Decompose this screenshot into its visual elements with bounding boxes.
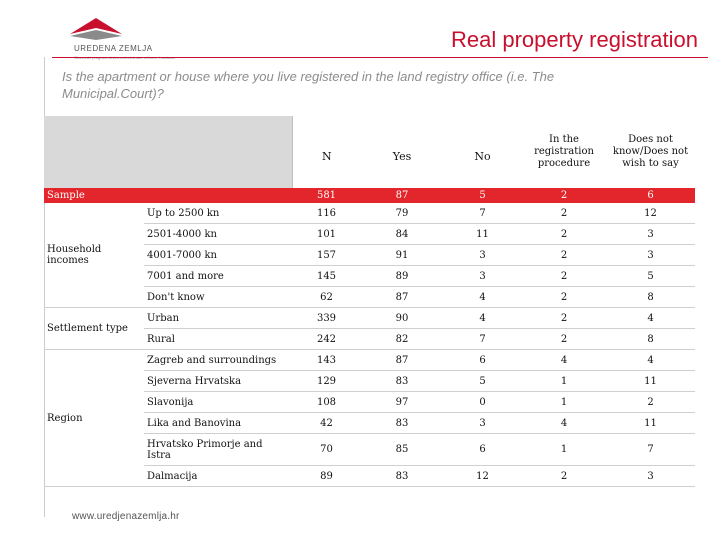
value-n: 143 xyxy=(292,350,361,371)
sample-in-procedure: 2 xyxy=(522,188,606,203)
value-no: 5 xyxy=(443,371,522,392)
value-n: 339 xyxy=(292,308,361,329)
category-label: Lika and Banovina xyxy=(144,413,292,434)
footer-url: www.uredjenazemlja.hr xyxy=(72,511,180,522)
value-no: 7 xyxy=(443,203,522,224)
value-in-procedure: 2 xyxy=(522,245,606,266)
category-label: 4001-7000 kn xyxy=(144,245,292,266)
table-row xyxy=(44,350,695,371)
value-yes: 85 xyxy=(361,434,443,466)
value-dont-know: 8 xyxy=(606,287,695,308)
value-no: 3 xyxy=(443,245,522,266)
value-n: 89 xyxy=(292,466,361,487)
group-label: Settlement type xyxy=(44,308,144,350)
page-title: Real property registration xyxy=(450,27,698,52)
category-label: 2501-4000 kn xyxy=(144,224,292,245)
category-label: Zagreb and surroundings xyxy=(144,350,292,371)
value-no: 3 xyxy=(443,266,522,287)
value-dont-know: 4 xyxy=(606,308,695,329)
value-dont-know: 3 xyxy=(606,245,695,266)
brand-logo xyxy=(66,14,226,66)
category-label: Don't know xyxy=(144,287,292,308)
value-dont-know: 3 xyxy=(606,466,695,487)
brand-name: UREDENA ZEMLJA xyxy=(74,44,153,53)
value-no: 6 xyxy=(443,350,522,371)
column-header-in-procedure: In the registration procedure xyxy=(522,116,606,188)
sample-dont-know: 6 xyxy=(606,188,695,203)
value-no: 7 xyxy=(443,329,522,350)
value-n: 42 xyxy=(292,413,361,434)
value-n: 129 xyxy=(292,371,361,392)
sample-yes: 87 xyxy=(361,188,443,203)
value-no: 6 xyxy=(443,434,522,466)
value-n: 62 xyxy=(292,287,361,308)
value-no: 4 xyxy=(443,287,522,308)
value-dont-know: 11 xyxy=(606,413,695,434)
value-n: 116 xyxy=(292,203,361,224)
group-label: Region xyxy=(44,350,144,487)
value-dont-know: 7 xyxy=(606,434,695,466)
value-in-procedure: 2 xyxy=(522,329,606,350)
category-label: 7001 and more xyxy=(144,266,292,287)
value-dont-know: 2 xyxy=(606,392,695,413)
category-label: Hrvatsko Primorje and Istra xyxy=(144,434,292,466)
survey-question: Is the apartment or house where you live registered in the land registry office (i.e. The Municipal.Court)? xyxy=(62,69,555,101)
value-yes: 90 xyxy=(361,308,443,329)
value-dont-know: 5 xyxy=(606,266,695,287)
value-in-procedure: 2 xyxy=(522,466,606,487)
value-no: 11 xyxy=(443,224,522,245)
value-in-procedure: 2 xyxy=(522,287,606,308)
value-in-procedure: 2 xyxy=(522,308,606,329)
value-yes: 84 xyxy=(361,224,443,245)
category-label: Slavonija xyxy=(144,392,292,413)
table-row xyxy=(44,308,695,329)
value-dont-know: 11 xyxy=(606,371,695,392)
value-yes: 83 xyxy=(361,371,443,392)
value-dont-know: 3 xyxy=(606,224,695,245)
value-in-procedure: 1 xyxy=(522,392,606,413)
category-label: Rural xyxy=(144,329,292,350)
group-label: Household incomes xyxy=(44,203,144,308)
value-in-procedure: 2 xyxy=(522,266,606,287)
value-yes: 87 xyxy=(361,350,443,371)
value-n: 70 xyxy=(292,434,361,466)
table-row xyxy=(44,203,695,224)
results-table xyxy=(44,116,695,487)
sample-no: 5 xyxy=(443,188,522,203)
logo-mark-icon xyxy=(66,14,126,44)
value-n: 108 xyxy=(292,392,361,413)
value-dont-know: 8 xyxy=(606,329,695,350)
value-no: 3 xyxy=(443,413,522,434)
value-yes: 82 xyxy=(361,329,443,350)
value-yes: 89 xyxy=(361,266,443,287)
value-in-procedure: 1 xyxy=(522,434,606,466)
value-n: 242 xyxy=(292,329,361,350)
sample-label: Sample xyxy=(44,188,292,203)
column-header-no: No xyxy=(443,116,522,188)
value-in-procedure: 1 xyxy=(522,371,606,392)
header-blank-cell xyxy=(44,116,292,188)
value-in-procedure: 2 xyxy=(522,203,606,224)
table-header-row xyxy=(44,116,695,188)
column-header-yes: Yes xyxy=(361,116,443,188)
title-divider xyxy=(52,57,708,58)
column-header-dont-know: Does not know/Does not wish to say xyxy=(606,116,695,188)
value-yes: 79 xyxy=(361,203,443,224)
category-label: Up to 2500 kn xyxy=(144,203,292,224)
value-dont-know: 12 xyxy=(606,203,695,224)
value-in-procedure: 4 xyxy=(522,413,606,434)
category-label: Dalmacija xyxy=(144,466,292,487)
value-no: 4 xyxy=(443,308,522,329)
value-no: 0 xyxy=(443,392,522,413)
value-yes: 97 xyxy=(361,392,443,413)
sample-row xyxy=(44,188,695,203)
value-yes: 83 xyxy=(361,413,443,434)
value-in-procedure: 2 xyxy=(522,224,606,245)
value-in-procedure: 4 xyxy=(522,350,606,371)
value-yes: 83 xyxy=(361,466,443,487)
category-label: Sjeverna Hrvatska xyxy=(144,371,292,392)
sample-n: 581 xyxy=(292,188,361,203)
value-n: 145 xyxy=(292,266,361,287)
column-header-n: N xyxy=(292,116,361,188)
value-yes: 87 xyxy=(361,287,443,308)
value-yes: 91 xyxy=(361,245,443,266)
value-no: 12 xyxy=(443,466,522,487)
value-n: 157 xyxy=(292,245,361,266)
value-dont-know: 4 xyxy=(606,350,695,371)
category-label: Urban xyxy=(144,308,292,329)
value-n: 101 xyxy=(292,224,361,245)
